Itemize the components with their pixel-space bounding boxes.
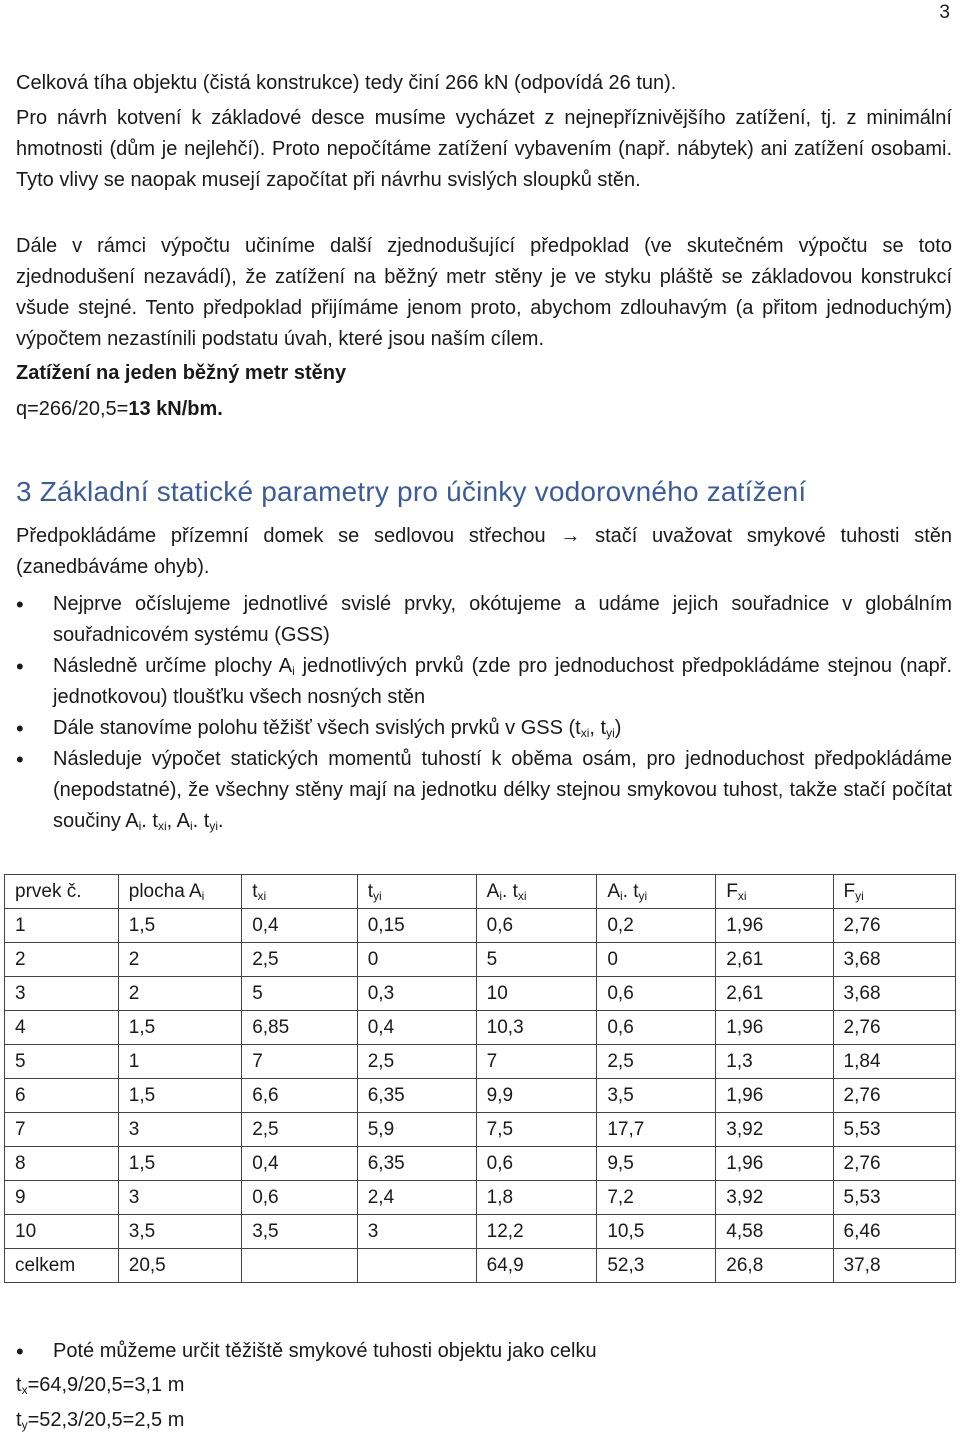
list-item-text: Následně určíme plochy A	[53, 655, 293, 677]
subscript: i	[138, 819, 142, 833]
table-cell: 1,8	[476, 1181, 597, 1215]
table-cell: 4,58	[716, 1215, 833, 1249]
list-item-text: Následuje výpočet statických momentů tuhostí k oběma osám, pro jednoduchost předpokládáme (nepodstatné), že všechny stěny mají na jednotku délky stejnou smykovou tuhost, takže stačí počítat součiny A	[53, 748, 952, 832]
header-area: plocha $A_i$	[118, 875, 241, 909]
list-item-text: )	[614, 717, 622, 739]
header-ai-tyi: $A_i$. $t_{yi}$	[597, 875, 716, 909]
table-cell: 9	[5, 1181, 119, 1215]
table-cell: 5	[5, 1045, 119, 1079]
table-cell: 6,35	[357, 1079, 476, 1113]
header-fyi: $F_{yi}$	[833, 875, 955, 909]
table-row	[5, 977, 956, 1011]
table-cell: 2,5	[357, 1045, 476, 1079]
table-cell: 2,5	[242, 1113, 358, 1147]
table-cell: 3,92	[716, 1113, 833, 1147]
table-cell: 1,3	[716, 1045, 833, 1079]
table-cell: 3	[118, 1113, 241, 1147]
table-cell: 7,5	[476, 1113, 597, 1147]
header-txi: $t_{xi}$	[242, 875, 358, 909]
list-item-text: jednotlivých prvků (zde pro jednoduchost předpokládáme stejnou (např. jednotkovou) tloušťku všech nosných stěn	[53, 655, 952, 708]
table-cell: 3	[357, 1215, 476, 1249]
table-cell: 0,15	[357, 909, 476, 943]
table-cell: 17,7	[597, 1113, 716, 1147]
table-cell: 26,8	[716, 1249, 833, 1283]
list-item	[16, 744, 952, 837]
list-item-text: .	[218, 810, 224, 832]
table-cell: 2,76	[833, 1079, 955, 1113]
table-cell: 64,9	[476, 1249, 597, 1283]
table-cell: 0,3	[357, 977, 476, 1011]
table-cell: 2,5	[597, 1045, 716, 1079]
table-row	[5, 1045, 956, 1079]
table-cell: 3	[5, 977, 119, 1011]
table-cell: 6,6	[242, 1079, 358, 1113]
table-cell: 0,6	[242, 1181, 358, 1215]
list-item	[16, 1336, 952, 1367]
table-cell: 52,3	[597, 1249, 716, 1283]
table-cell: 0,4	[242, 909, 358, 943]
table-cell: 7	[242, 1045, 358, 1079]
table-row	[5, 909, 956, 943]
table-cell: 1,96	[716, 1147, 833, 1181]
subscript: i	[292, 664, 295, 678]
table-cell: 9,9	[476, 1079, 597, 1113]
table-cell: 1,5	[118, 1147, 241, 1181]
intro-paragraph-assumption: Dále v rámci výpočtu učiníme další zjednodušující předpoklad (ve skutečném výpočtu se toto zjednodušení nezavádí), že zatížení na běžný metr stěny je ve styku pláště se základovou konstrukcí všude stejné. Tento předpoklad přijímáme jenom proto, abychom zdlouhavým (a přitom jednoduchým) výpočtem nezastínili podstatu úvah, které jsou naším cílem.	[16, 235, 952, 350]
table-cell: 7,2	[597, 1181, 716, 1215]
table-cell: 2	[118, 977, 241, 1011]
subscript: xi	[157, 819, 167, 833]
list-item-text: , t	[589, 717, 607, 739]
table-cell: 1,5	[118, 1079, 241, 1113]
centroid-x-formula: $t_x=64,9/20,5=3,1$ m	[16, 1374, 185, 1397]
table-cell: 2	[118, 943, 241, 977]
table-cell: 10	[5, 1215, 119, 1249]
table-cell: 2,76	[833, 1147, 955, 1181]
page-number: 3	[939, 2, 950, 23]
table-cell: 8	[5, 1147, 119, 1181]
table-row	[5, 943, 956, 977]
table-row	[5, 1079, 956, 1113]
table-row	[5, 1113, 956, 1147]
table-cell: 3,92	[716, 1181, 833, 1215]
table-cell: 37,8	[833, 1249, 955, 1283]
table-row	[5, 1215, 956, 1249]
table-cell: 2	[5, 943, 119, 977]
load-formula-expression: q=266/20,5=	[16, 398, 129, 420]
table-header-row	[5, 875, 956, 909]
load-formula-result: 13 kN/bm.	[128, 398, 223, 420]
section-lead-paragraph: Předpokládáme přízemní domek se sedlovou střechou → stačí uvažovat smykové tuhosti stěn (zanedbáváme ohyb).	[16, 525, 952, 578]
table-cell: 2,61	[716, 977, 833, 1011]
table-cell: 5,53	[833, 1181, 955, 1215]
table-row	[5, 1011, 956, 1045]
table-cell: 3,68	[833, 943, 955, 977]
list-item-text: , A	[166, 810, 190, 832]
list-item-text: Nejprve očíslujeme jednotlivé svislé prvky, okótujeme a udáme jejich souřadnice v globálním souřadnicovém systému (GSS)	[53, 593, 952, 646]
table-cell: 0	[357, 943, 476, 977]
table-cell: 20,5	[118, 1249, 241, 1283]
table-cell: 0,4	[242, 1147, 358, 1181]
list-item	[16, 589, 952, 651]
table-cell: 1	[118, 1045, 241, 1079]
table-cell: 5,53	[833, 1113, 955, 1147]
centroid-y-formula: $t_y=52,3/20,5=2,5$ m	[16, 1409, 185, 1432]
table-cell: 0,4	[357, 1011, 476, 1045]
table-cell	[242, 1249, 358, 1283]
procedure-list	[16, 589, 952, 837]
list-item	[16, 651, 952, 713]
list-item-text: . t	[141, 810, 158, 832]
section-heading: 3 Základní statické parametry pro účinky vodorovného zatížení	[16, 476, 807, 507]
table-cell: 10	[476, 977, 597, 1011]
load-formula	[16, 394, 952, 425]
stiffness-table	[4, 874, 956, 1283]
table-cell: 2,76	[833, 1011, 955, 1045]
table-cell: 9,5	[597, 1147, 716, 1181]
table-cell: 3,68	[833, 977, 955, 1011]
table-cell: 0,6	[476, 909, 597, 943]
table-cell	[357, 1249, 476, 1283]
list-item-text: Poté můžeme určit těžiště smykové tuhosti objektu jako celku	[53, 1340, 597, 1362]
table-cell: 0,6	[597, 977, 716, 1011]
table-cell: 1,5	[118, 1011, 241, 1045]
table-cell: 6,85	[242, 1011, 358, 1045]
subscript: xi	[580, 726, 590, 740]
table-row	[5, 1147, 956, 1181]
intro-paragraph-weight: Celková tíha objektu (čistá konstrukce) tedy činí 266 kN (odpovídá 26 tun).	[16, 72, 677, 94]
table-cell: 1,84	[833, 1045, 955, 1079]
table-cell: 6	[5, 1079, 119, 1113]
table-cell: 1,96	[716, 1079, 833, 1113]
table-cell: 2,76	[833, 909, 955, 943]
table-cell: 0,2	[597, 909, 716, 943]
table-cell: 5	[476, 943, 597, 977]
table-cell: 6,46	[833, 1215, 955, 1249]
table-cell: 6,35	[357, 1147, 476, 1181]
header-element-number: prvek č.	[5, 875, 119, 909]
list-item-text: Dále stanovíme polohu těžišť všech svislých prvků v GSS (t	[53, 717, 581, 739]
load-subheading: Zatížení na jeden běžný metr stěny	[16, 362, 347, 384]
table-cell: 2,61	[716, 943, 833, 977]
list-item	[16, 713, 952, 744]
table-cell: 5,9	[357, 1113, 476, 1147]
table-cell: 1,96	[716, 1011, 833, 1045]
table-cell: celkem	[5, 1249, 119, 1283]
table-cell: 10,5	[597, 1215, 716, 1249]
table-cell: 3	[118, 1181, 241, 1215]
table-row	[5, 1181, 956, 1215]
table-cell: 10,3	[476, 1011, 597, 1045]
subscript: yi	[606, 726, 615, 740]
table-cell: 5	[242, 977, 358, 1011]
table-cell: 3,5	[597, 1079, 716, 1113]
table-cell: 12,2	[476, 1215, 597, 1249]
closing-list	[16, 1336, 952, 1367]
table-cell: 1,5	[118, 909, 241, 943]
header-tyi: $t_{yi}$	[357, 875, 476, 909]
table-cell: 4	[5, 1011, 119, 1045]
table-cell: 7	[5, 1113, 119, 1147]
table-cell: 3,5	[118, 1215, 241, 1249]
header-fxi: $F_{xi}$	[716, 875, 833, 909]
intro-paragraph-anchoring: Pro návrh kotvení k základové desce musíme vycházet z nejnepříznivějšího zatížení, tj. z minimální hmotnosti (dům je nejlehčí). Proto nepočítáme zatížení vybavením (např. nábytek) ani zatížení osobami. Tyto vlivy se naopak musejí započítat při návrhu svislých sloupků stěn.	[16, 107, 952, 191]
table-row	[5, 1249, 956, 1283]
table-cell: 0	[597, 943, 716, 977]
table-cell: 3,5	[242, 1215, 358, 1249]
table-cell: 2,5	[242, 943, 358, 977]
subscript: yi	[209, 819, 218, 833]
table-cell: 0,6	[476, 1147, 597, 1181]
table-body	[5, 909, 956, 1283]
table-cell: 1	[5, 909, 119, 943]
table-cell: 1,96	[716, 909, 833, 943]
list-item-text: . t	[192, 810, 210, 832]
header-ai-txi: $A_i$. $t_{xi}$	[476, 875, 597, 909]
table-cell: 7	[476, 1045, 597, 1079]
table-cell: 0,6	[597, 1011, 716, 1045]
subscript: i	[189, 819, 193, 833]
table-cell: 2,4	[357, 1181, 476, 1215]
